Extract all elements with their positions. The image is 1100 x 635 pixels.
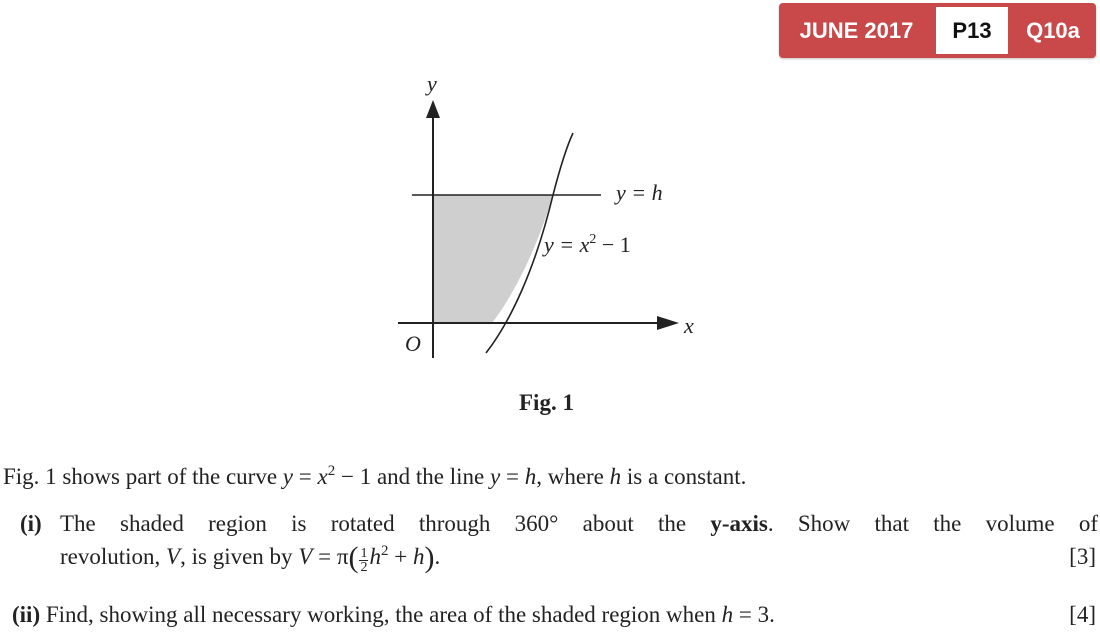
part-i-marks: [3] — [1069, 544, 1096, 569]
curve-label-exponent: 2 — [589, 232, 597, 247]
part-i-var-h: h — [369, 544, 381, 569]
figure-caption: Fig. 1 — [519, 390, 574, 415]
y-axis-label: y — [427, 71, 437, 96]
part-i-text-1 — [60, 511, 1098, 537]
fraction-denominator: 2 — [360, 560, 368, 575]
fraction-numerator: 1 — [360, 546, 368, 561]
intro-equals: = — [293, 464, 318, 489]
part-i-var-V2: V — [298, 544, 313, 569]
part-ii-marks: [4] — [1069, 602, 1096, 627]
part-i-exponent: 2 — [380, 543, 389, 559]
line-label: y = h — [616, 180, 663, 205]
part-i-text-1b: . Show that the volume of — [767, 511, 1098, 536]
part-i-period: . — [434, 544, 441, 569]
part-ii — [12, 602, 775, 628]
x-axis-arrowhead — [657, 316, 679, 330]
intro-var-y: y — [282, 464, 294, 489]
session-label: JUNE 2017 — [799, 18, 914, 43]
origin-label: O — [405, 331, 421, 356]
part-i-line-2 — [60, 541, 441, 575]
intro-var-x: x — [317, 464, 328, 489]
part-ii-var-h: h — [721, 602, 734, 627]
intro-text-4: is a constant. — [621, 464, 747, 489]
y-axis-arrowhead — [426, 100, 440, 118]
intro-text-3: , where — [536, 464, 610, 489]
part-i-text-1a: The shaded region is rotated through 360° about the — [60, 511, 711, 536]
intro-var-h: h — [524, 464, 537, 489]
intro-var-y2: y — [490, 464, 501, 489]
intro-var-h2: h — [609, 464, 622, 489]
intro-equals-2: = — [500, 464, 525, 489]
intro-text-2: − 1 and the line — [335, 464, 490, 489]
curve-label-tail: − 1 — [596, 232, 631, 257]
paper-label: P13 — [936, 7, 1008, 54]
x-axis-label: x — [684, 313, 694, 338]
part-i-var-V: V — [166, 544, 181, 569]
part-i-var-h2: h — [412, 544, 425, 569]
close-paren: ) — [424, 541, 435, 574]
part-i-text-2c: = π — [312, 544, 349, 569]
fraction-one-half — [359, 547, 368, 574]
curve-label — [542, 232, 631, 257]
question-intro — [3, 464, 746, 490]
part-ii-label: (ii) — [12, 602, 41, 627]
open-paren: ( — [348, 541, 359, 574]
question-number-label: Q10a — [1026, 18, 1080, 43]
part-i-axis: y-axis — [710, 511, 768, 536]
part-i-line-1 — [20, 511, 1098, 537]
part-i-text-2b: , is given by — [180, 544, 299, 569]
intro-exponent: 2 — [327, 463, 336, 479]
part-i-text-2a: revolution, — [60, 544, 167, 569]
part-i-label: (i) — [20, 511, 42, 536]
part-ii-text-a: Find, showing all necessary working, the area of the shaded region when — [40, 602, 722, 627]
intro-text-1: Fig. 1 shows part of the curve — [3, 464, 283, 489]
curve-label-base: y = x — [544, 232, 590, 257]
part-ii-text-b: = 3. — [733, 602, 775, 627]
part-i-plus: + — [388, 544, 413, 569]
